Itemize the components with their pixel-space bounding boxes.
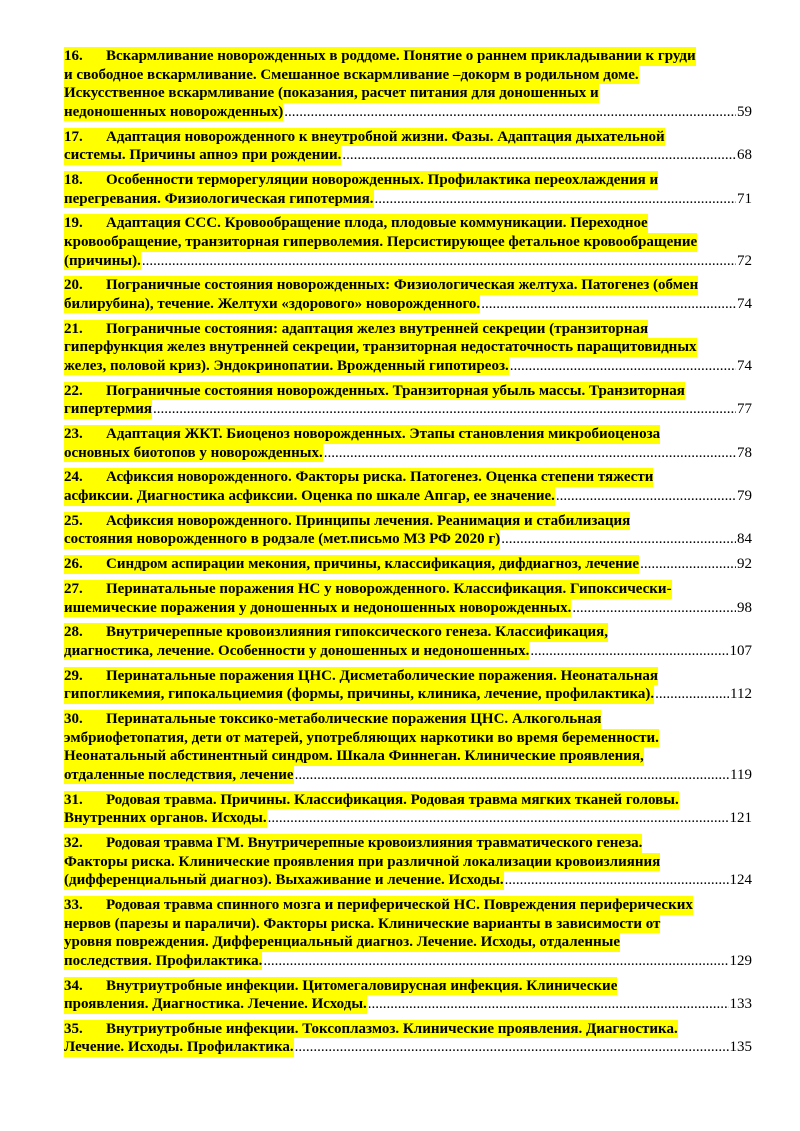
toc-entry-text: недоношенных новорожденных)	[64, 103, 284, 120]
toc-entry[interactable]	[64, 580, 752, 617]
toc-entry-line	[64, 357, 752, 376]
toc-entry-line	[64, 685, 752, 704]
toc-entry[interactable]	[64, 623, 752, 660]
toc-entry-line	[64, 1038, 752, 1057]
toc-page-number[interactable]: 74	[737, 295, 752, 312]
toc-entry-line	[64, 468, 752, 487]
toc-entry-text: Перинатальные токсико-метаболические поражения ЦНС. Алкогольная	[106, 711, 602, 728]
dot-leader	[501, 530, 736, 549]
toc-page-number[interactable]: 124	[729, 872, 752, 889]
toc-entry-text: Пограничные состояния: адаптация желез внутренней секреции (транзиторная	[106, 320, 649, 337]
dot-leader	[263, 952, 728, 971]
toc-page-number[interactable]: 133	[729, 996, 752, 1013]
toc-entry-text: Факторы риска. Клинические проявления при различной локализации кровоизлияния	[64, 853, 661, 870]
toc-entry-line	[64, 320, 752, 339]
dot-leader	[640, 555, 736, 574]
toc-entry-text: последствия. Профилактика.	[64, 952, 263, 969]
toc-entry-number: 34.	[64, 977, 106, 996]
toc-entry[interactable]	[64, 710, 752, 784]
toc-entry-line	[64, 47, 752, 66]
toc-entry-number: 23.	[64, 425, 106, 444]
dot-leader	[268, 809, 729, 828]
toc-entry-text: Лечение. Исходы. Профилактика.	[64, 1039, 294, 1056]
toc-entry-number: 33.	[64, 896, 106, 915]
toc-entry-text: Родовая травма спинного мозга и периферической НС. Повреждения периферических	[106, 896, 693, 913]
toc-entry-line	[64, 933, 752, 952]
toc-entry-number: 19.	[64, 214, 106, 233]
dot-leader	[142, 252, 736, 271]
toc-page-number[interactable]: 71	[737, 190, 752, 207]
toc-entry-text: Синдром аспирации мекония, причины, классификация, дифдиагноз, лечение	[106, 556, 640, 573]
toc-entry-line	[64, 425, 752, 444]
dot-leader	[481, 295, 736, 314]
dot-leader	[655, 685, 729, 704]
toc-entry-text: системы. Причины апноэ при рождении.	[64, 147, 342, 164]
toc-entry[interactable]	[64, 47, 752, 121]
toc-entry-text: Особенности терморегуляции новорожденных. Профилактика переохлаждения и	[106, 171, 659, 188]
toc-entry-number: 30.	[64, 710, 106, 729]
toc-entry-text: (дифференциальный диагноз). Выхаживание и лечение. Исходы.	[64, 872, 504, 889]
toc-entry-text: гиперфункция желез внутренней секреции, транзиторная недостаточность паращитовидных	[64, 339, 697, 356]
toc-entry-text: основных биотопов у новорожденных.	[64, 444, 323, 461]
toc-entry-line	[64, 1020, 752, 1039]
toc-entry-line	[64, 512, 752, 531]
dot-leader	[375, 190, 737, 209]
dot-leader	[295, 766, 729, 785]
toc-page-number[interactable]: 135	[729, 1039, 752, 1056]
toc-page-number[interactable]: 78	[737, 444, 752, 461]
toc-entry-line	[64, 66, 752, 85]
toc-entry-line	[64, 382, 752, 401]
toc-page-number[interactable]: 98	[737, 599, 752, 616]
toc-entry-line	[64, 896, 752, 915]
toc-entry-line	[64, 214, 752, 233]
toc-entry[interactable]	[64, 1020, 752, 1057]
toc-entry[interactable]	[64, 425, 752, 462]
toc-entry-line	[64, 400, 752, 419]
toc-entry-line	[64, 729, 752, 748]
toc-entry-text: ишемические поражения у доношенных и недоношенных новорожденных.	[64, 599, 572, 616]
dot-leader	[510, 357, 736, 376]
toc-entry-text: Асфиксия новорожденного. Принципы лечения. Реанимация и стабилизация	[106, 512, 631, 529]
toc-page-number[interactable]: 77	[737, 401, 752, 418]
toc-entry-text: проявления. Диагностика. Лечение. Исходы.	[64, 996, 367, 1013]
toc-page-number[interactable]: 112	[730, 686, 752, 703]
toc-entry-text: Искусственное вскармливание (показания, расчет питания для доношенных и	[64, 85, 599, 102]
toc-entry[interactable]	[64, 214, 752, 270]
toc-entry-line	[64, 747, 752, 766]
toc-entry-text: Адаптация ССС. Кровообращение плода, плодовые коммуникации. Переходное	[106, 215, 648, 232]
toc-entry[interactable]	[64, 896, 752, 970]
toc-entry-text: Перинатальные поражения НС у новорожденного. Классификация. Гипоксически-	[106, 580, 672, 597]
toc-entry[interactable]	[64, 276, 752, 313]
toc-entry[interactable]	[64, 468, 752, 505]
toc-entry-text: эмбриофетопатия, дети от матерей, употребляющих наркотики во время беременности.	[64, 729, 659, 746]
toc-entry-number: 26.	[64, 555, 106, 574]
toc-entry-text: перегревания. Физиологическая гипотермия.	[64, 190, 374, 207]
toc-entry-line	[64, 623, 752, 642]
toc-page-number[interactable]: 79	[737, 487, 752, 504]
toc-entry[interactable]	[64, 555, 752, 574]
toc-entry-text: отдаленные последствия, лечение	[64, 766, 294, 783]
toc-entry-text: (причины).	[64, 252, 141, 269]
toc-entry-number: 24.	[64, 468, 106, 487]
dot-leader	[284, 103, 736, 122]
toc-entry-number: 16.	[64, 47, 106, 66]
toc-entry-text: Внутриутробные инфекции. Цитомегаловирусная инфекция. Клинические	[106, 977, 618, 994]
toc-entry-number: 21.	[64, 320, 106, 339]
toc-entry-line	[64, 710, 752, 729]
toc-entry-line	[64, 190, 752, 209]
toc-page-number[interactable]: 74	[737, 357, 752, 374]
toc-entry-text: и свободное вскармливание. Смешанное вскармливание –докорм в родильном доме.	[64, 66, 639, 83]
toc-entry[interactable]	[64, 320, 752, 376]
dot-leader	[295, 1038, 729, 1057]
toc-entry[interactable]	[64, 382, 752, 419]
toc-entry-line	[64, 871, 752, 890]
toc-entry-line	[64, 276, 752, 295]
toc-entry-text: гипогликемия, гипокальциемия (формы, причины, клиника, лечение, профилактика).	[64, 686, 655, 703]
toc-entry-text: кровообращение, транзиторная гиперволемия. Персистирующее фетальное кровообращение	[64, 233, 698, 250]
toc-entry-number: 35.	[64, 1020, 106, 1039]
toc-entry[interactable]	[64, 667, 752, 704]
toc-entry-text: Пограничные состояния новорожденных: Физиологическая желтуха. Патогенез (обмен	[106, 277, 699, 294]
dot-leader	[342, 146, 736, 165]
toc-entry-line	[64, 580, 752, 599]
dot-leader	[368, 995, 729, 1014]
toc-entry-line	[64, 915, 752, 934]
dot-leader	[153, 400, 736, 419]
toc-entry-line	[64, 487, 752, 506]
toc-entry-line	[64, 977, 752, 996]
toc-entry-number: 17.	[64, 128, 106, 147]
dot-leader	[505, 871, 729, 890]
toc-page-number[interactable]: 129	[729, 952, 752, 969]
toc-entry-text: Внутричерепные кровоизлияния гипоксического генеза. Классификация,	[106, 624, 609, 641]
toc-page-number[interactable]: 68	[737, 147, 752, 164]
toc-entry-number: 32.	[64, 834, 106, 853]
toc-entry-text: Адаптация новорожденного к внеутробной жизни. Фазы. Адаптация дыхательной	[106, 128, 665, 145]
toc-entry[interactable]	[64, 791, 752, 828]
toc-entry-text: Вскармливание новорожденных в роддоме. Понятие о раннем прикладывании к груди	[106, 48, 696, 64]
toc-entry-text: состояния новорожденного в родзале (мет.письмо МЗ РФ 2020 г)	[64, 531, 501, 548]
toc-entry-line	[64, 853, 752, 872]
toc-entry[interactable]	[64, 128, 752, 165]
toc-page-number[interactable]: 107	[729, 642, 752, 659]
toc-entry-text: асфиксии. Диагностика асфиксии. Оценка по шкале Апгар, ее значение.	[64, 487, 555, 504]
toc-page-number[interactable]: 59	[737, 103, 752, 120]
toc-entry-line	[64, 146, 752, 165]
toc-entry[interactable]	[64, 834, 752, 890]
toc-entry-text: нервов (парезы и параличи). Факторы риска. Клинические варианты в зависимости от	[64, 915, 661, 932]
toc-entry-text: Внутриутробные инфекции. Токсоплазмоз. Клинические проявления. Диагностика.	[106, 1020, 678, 1037]
toc-entry-text: Родовая травма. Причины. Классификация. Родовая травма мягких тканей головы.	[106, 791, 679, 808]
toc-entry-line	[64, 233, 752, 252]
toc-entry-text: Перинатальные поражения ЦНС. Дисметаболические поражения. Неонатальная	[106, 667, 658, 684]
toc-page-number[interactable]: 121	[729, 810, 752, 827]
toc-entry-text: гипертермия	[64, 401, 153, 418]
toc-entry-number: 27.	[64, 580, 106, 599]
toc-entry-number: 31.	[64, 791, 106, 810]
toc-entry-line	[64, 599, 752, 618]
toc-entry-text: Внутренних органов. Исходы.	[64, 810, 267, 827]
toc-page-number[interactable]: 119	[730, 766, 752, 783]
toc-entry-line	[64, 995, 752, 1014]
toc-entry-line	[64, 338, 752, 357]
toc-entry-line	[64, 791, 752, 810]
toc-entry[interactable]	[64, 171, 752, 208]
toc-entry-number: 28.	[64, 623, 106, 642]
toc-entry-line	[64, 530, 752, 549]
toc-entry-line	[64, 84, 752, 103]
toc-entry-line	[64, 834, 752, 853]
toc-entry-line	[64, 952, 752, 971]
toc-entry-line	[64, 667, 752, 686]
toc-entry-text: Пограничные состояния новорожденных. Транзиторная убыль массы. Транзиторная	[106, 382, 685, 399]
toc-entry-text: желез, половой криз). Эндокринопатии. Врожденный гипотиреоз.	[64, 357, 509, 374]
toc-entry-line	[64, 766, 752, 785]
toc-entry-number: 22.	[64, 382, 106, 401]
dot-leader	[556, 487, 736, 506]
toc-entry-line	[64, 103, 752, 122]
toc-entry-number: 29.	[64, 667, 106, 686]
toc-entry-text: билирубина), течение. Желтухи «здорового» новорожденного.	[64, 295, 481, 312]
table-of-contents	[64, 47, 752, 1057]
dot-leader	[572, 599, 736, 618]
toc-entry-line	[64, 295, 752, 314]
toc-entry-line	[64, 171, 752, 190]
toc-entry-text: Родовая травма ГМ. Внутричерепные кровоизлияния травматического генеза.	[106, 834, 643, 851]
dot-leader	[530, 642, 728, 661]
toc-entry-line	[64, 128, 752, 147]
toc-entry-line	[64, 252, 752, 271]
toc-entry-number: 18.	[64, 171, 106, 190]
toc-entry[interactable]	[64, 977, 752, 1014]
toc-entry[interactable]	[64, 512, 752, 549]
toc-entry-text: Неонатальный абстинентный синдром. Шкала Финнеган. Клинические проявления,	[64, 748, 644, 765]
toc-entry-text: Адаптация ЖКТ. Биоценоз новорожденных. Этапы становления микробиоценоза	[106, 426, 661, 442]
toc-entry-line	[64, 642, 752, 661]
toc-entry-text: диагностика, лечение. Особенности у доношенных и недоношенных.	[64, 642, 530, 659]
toc-page-number[interactable]: 72	[737, 252, 752, 269]
toc-entry-text: Асфиксия новорожденного. Факторы риска. Патогенез. Оценка степени тяжести	[106, 469, 654, 486]
toc-page-number[interactable]: 92	[737, 556, 752, 573]
toc-page-number[interactable]: 84	[737, 531, 752, 548]
toc-entry-text: уровня повреждения. Дифференциальный диагноз. Лечение. Исходы, отдаленные	[64, 934, 620, 951]
dot-leader	[324, 444, 736, 463]
toc-entry-line	[64, 555, 752, 574]
toc-entry-line	[64, 444, 752, 463]
toc-entry-line	[64, 809, 752, 828]
toc-entry-number: 25.	[64, 512, 106, 531]
toc-entry-number: 20.	[64, 276, 106, 295]
